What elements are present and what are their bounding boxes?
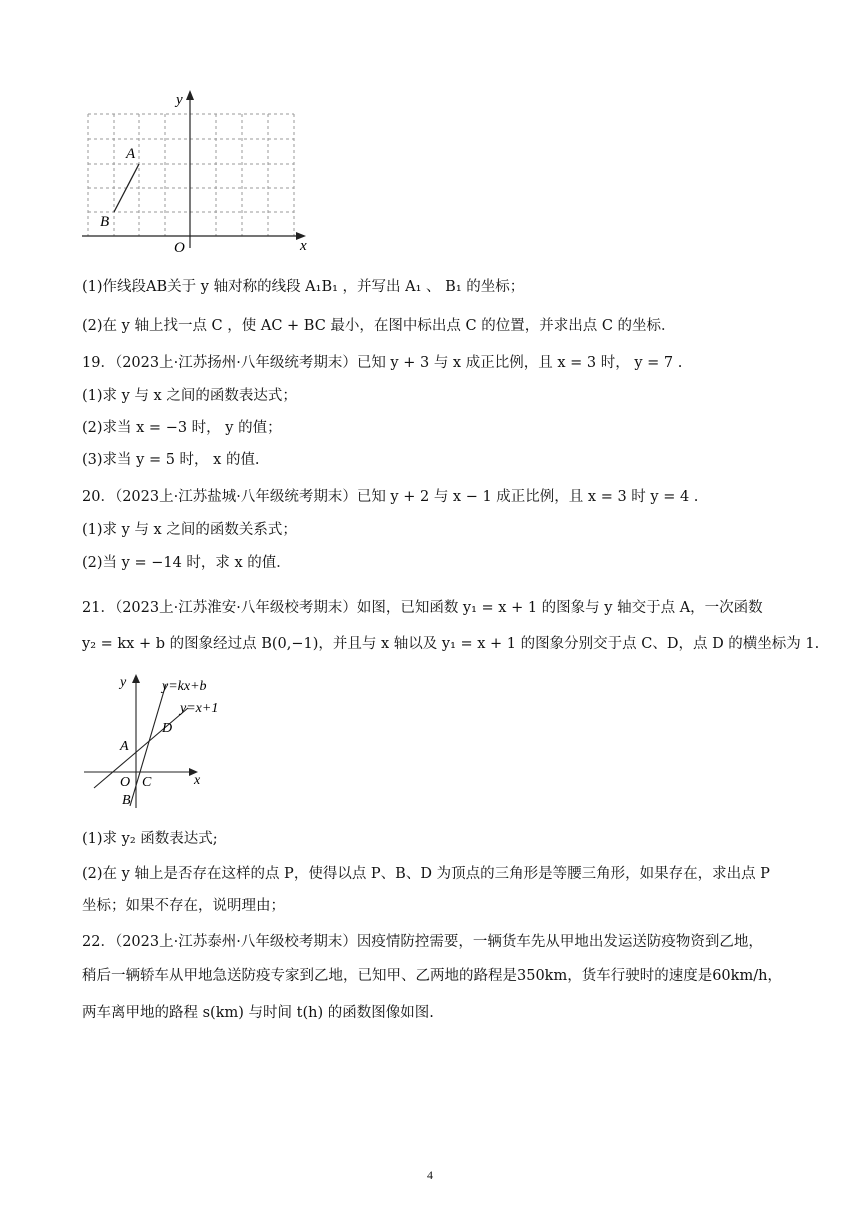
label-line-y2: y=kx+b xyxy=(162,679,207,694)
page-number: 4 xyxy=(427,1168,433,1182)
label-x: x xyxy=(194,773,201,788)
q22-line1: 22．（2023上·江苏泰州·八年级校考期末）因疫情防控需要，一辆货车先从甲地出发运送防疫物资到乙地， xyxy=(82,934,763,950)
q20-part1: (1)求 y 与 x 之间的函数关系式； xyxy=(82,522,297,538)
q22-line2: 稍后一辆轿车从甲地急送防疫专家到乙地，已知甲、乙两地的路程是350km，货车行驶时的速度是60km/h， xyxy=(82,968,782,984)
label-origin: O xyxy=(174,240,185,256)
label-b: B xyxy=(122,793,131,808)
line-y1 xyxy=(94,708,188,788)
label-line-y1: y=x+1 xyxy=(180,701,219,716)
label-b: B xyxy=(100,214,110,230)
q21-part2-line2: 坐标；如果不存在，说明理由； xyxy=(82,898,285,914)
label-d: D xyxy=(162,721,173,736)
q19-stem: 19．（2023上·江苏扬州·八年级统考期末）已知 y + 3 与 x 成正比例，且 x = 3 时， y = 7 . xyxy=(82,355,683,371)
q22-line3: 两车离甲地的路程 s(km) 与时间 t(h) 的函数图像如图. xyxy=(82,1005,434,1021)
q20-part2: (2)当 y = −14 时，求 x 的值． xyxy=(82,555,291,571)
q21-stem-line1: 21．（2023上·江苏淮安·八年级校考期末）如图，已知函数 y₁ = x + 1 的图象与 y 轴交于点 A，一次函数 xyxy=(82,600,763,616)
q18-part1: (1)作线段AB关于 y 轴对称的线段 A₁B₁ ，并写出 A₁ 、 B₁ 的坐标； xyxy=(82,279,525,295)
q20-stem: 20．（2023上·江苏盐城·八年级统考期末）已知 y + 2 与 x − 1 成正比例，且 x = 3 时 y = 4 . xyxy=(82,489,699,505)
q21-part1: (1)求 y₂ 函数表达式; xyxy=(82,831,218,847)
label-a: A xyxy=(126,146,136,162)
segment-ab xyxy=(114,164,139,212)
label-y: y xyxy=(176,92,183,108)
figure-two-lines xyxy=(78,668,238,810)
q21-part2-line1: (2)在 y 轴上是否存在这样的点 P，使得以点 P、B、D 为顶点的三角形是等腰三角形，如果存在，求出点 P xyxy=(82,866,770,882)
figure-grid-segment-ab xyxy=(78,88,318,258)
label-y: y xyxy=(120,675,127,690)
q19-part2: (2)求当 x = −3 时， y 的值； xyxy=(82,420,282,436)
label-x: x xyxy=(300,238,307,254)
label-a: A xyxy=(120,739,129,754)
label-c: C xyxy=(142,775,152,790)
q19-part3: (3)求当 y = 5 时， x 的值. xyxy=(82,452,260,468)
q21-stem-line2: y₂ = kx + b 的图象经过点 B(0,−1)，并且与 x 轴以及 y₁ = x + 1 的图象分别交于点 C、D，点 D 的横坐标为 1. xyxy=(82,636,820,652)
q18-part2: (2)在 y 轴上找一点 C ，使 AC + BC 最小，在图中标出点 C 的位置，并求出点 C 的坐标． xyxy=(82,318,676,334)
q19-part1: (1)求 y 与 x 之间的函数表达式； xyxy=(82,388,297,404)
label-origin: O xyxy=(120,775,131,790)
